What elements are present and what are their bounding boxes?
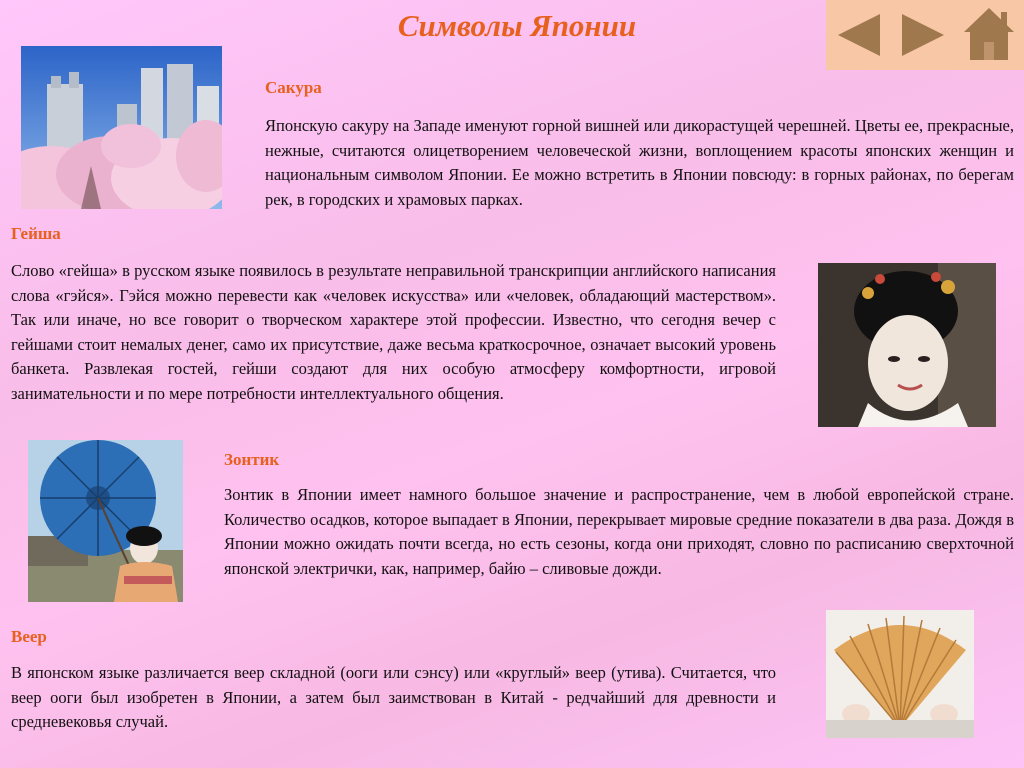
section-text-geisha: Слово «гейша» в русском языке появилось в результате неправильной транскрипции английского написания слова «гэйся». Гэйся можно перевести как «человек искусства» или «человек, обладающий мастерством». Так или иначе, но все говорит о творческом характере этой профессии. Известно, что сегодня вечер с гейшами стоит немалых денег, само их присутствие, даже весьма краткосрочное, означает высокий уровень банкета. Развлекая гостей, гейши создают для них особую атмосферу комфортности, игровой занимательности и по мере потребности интеллектуального общения. — [11, 261, 776, 403]
umbrella-photo — [28, 440, 183, 602]
fan-photo — [826, 610, 974, 738]
house-icon[interactable] — [962, 6, 1016, 62]
section-heading-geisha: Гейша — [11, 224, 61, 243]
section-text-umbrella: Зонтик в Японии имеет намного большое значение и распространение, чем в любой европейской стране. Количество осадков, которое выпадает в Японии, перекрывает мировые средние показатели в два раза. Дождя в Японии можно ожидать почти всегда, но есть сезоны, когда они приходят, словно по расписанию сверхточной японской электрички, как, например, байю – сливовые дожди. — [224, 485, 1014, 578]
triangle-left-icon[interactable] — [834, 10, 884, 60]
section-heading-sakura: Сакура — [265, 78, 322, 97]
navigation-panel — [826, 0, 1024, 70]
sakura-photo — [21, 46, 222, 209]
section-heading-umbrella: Зонтик — [224, 450, 280, 469]
triangle-right-icon[interactable] — [898, 10, 948, 60]
geisha-photo — [818, 263, 996, 427]
section-text-fan: В японском языке различается веер складной (ооги или сэнсу) или «круглый» веер (утива). Считается, что веер ооги был изобретен в Японии, а затем был заимствован в Китай - редчайший для древности и средневековья случай. — [11, 663, 776, 731]
page-title: Символы Японии — [397, 8, 637, 43]
section-text-sakura: Японскую сакуру на Западе именуют горной вишней или дикорастущей черешней. Цветы ее, прекрасные, нежные, считаются олицетворением человеческой жизни, воплощением красоты японских женщин и национальным символом Японии. Ее можно встретить в Японии повсюду: в горных районах, по берегам рек, в городских и храмовых парках. — [265, 116, 1014, 209]
section-heading-fan: Веер — [11, 627, 47, 646]
